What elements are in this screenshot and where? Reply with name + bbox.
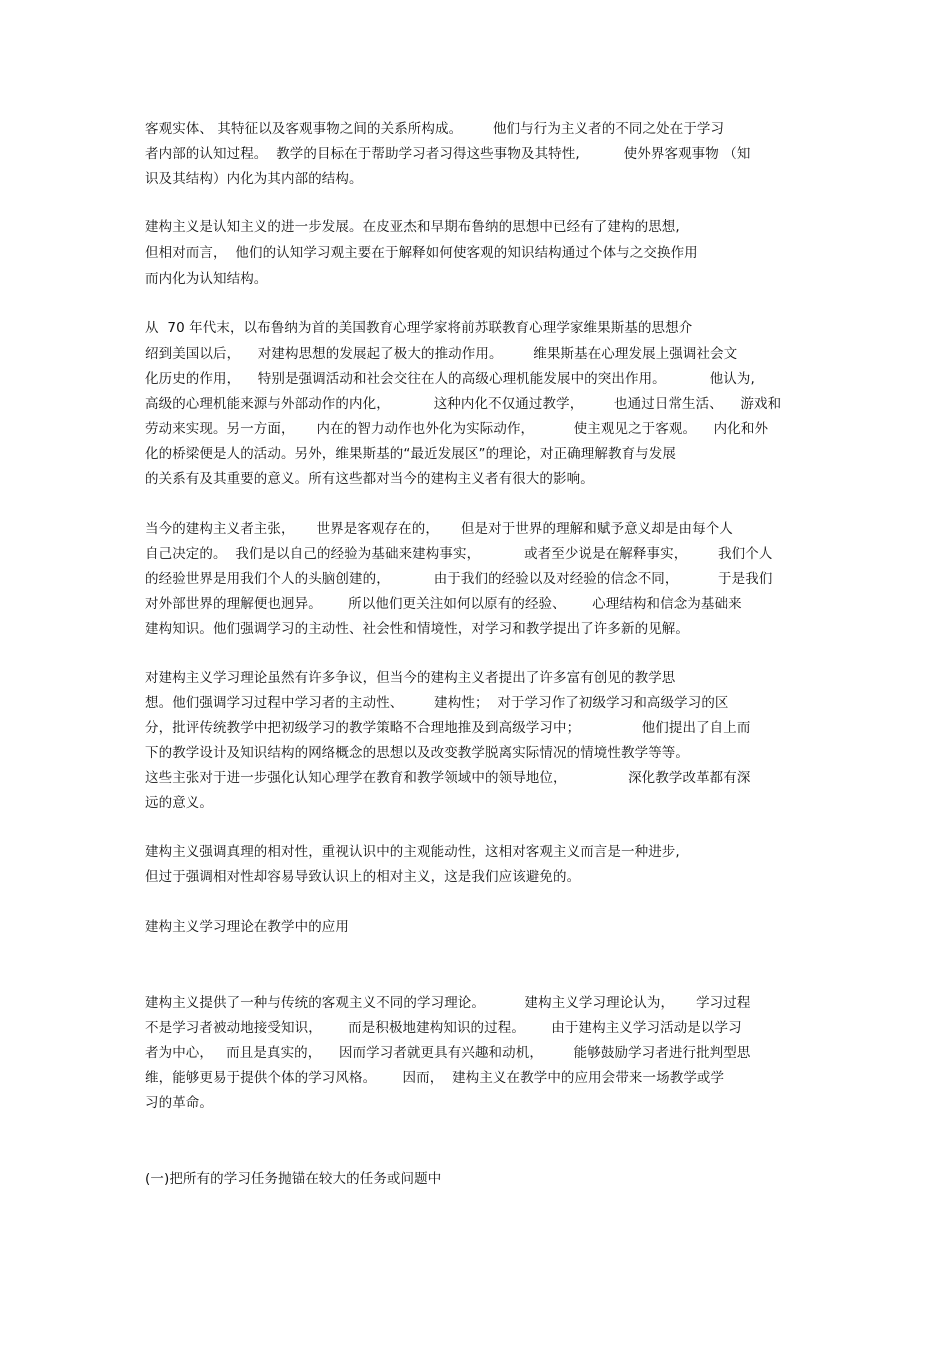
text-line: 想。他们强调学习过程中学习者的主动性、 建构性； 对于学习作了初级学习和高级学习的区 bbox=[145, 695, 729, 711]
text-line: 建构主义是认知主义的进一步发展。在皮亚杰和早期布鲁纳的思想中已经有了建构的思想, bbox=[145, 219, 680, 235]
text-line: 客观实体、 其特征以及客观事物之间的关系所构成。 他们与行为主义者的不同之处在于学习 bbox=[145, 121, 725, 137]
text-line: 分，批评传统教学中把初级学习的教学策略不合理地推及到高级学习中； 他们提出了自上而 bbox=[145, 720, 751, 736]
text-line: 下的教学设计及知识结构的网络概念的思想以及改变教学脱离实际情况的情境性教学等等。 bbox=[145, 745, 689, 761]
text-line: 维，能够更易于提供个体的学习风格。 因而， 建构主义在教学中的应用会带来一场教学或学 bbox=[145, 1070, 725, 1086]
text-line: 但过于强调相对性却容易导致认识上的相对主义，这是我们应该避免的。 bbox=[145, 869, 581, 885]
text-line: 建构主义强调真理的相对性，重视认识中的主观能动性，这相对客观主义而言是一种进步, bbox=[145, 844, 680, 860]
text-line: 远的意义。 bbox=[145, 795, 213, 811]
text-line: 高级的心理机能来源与外部动作的内化， 这种内化不仅通过教学， 也通过日常生活、 游戏和 bbox=[145, 396, 782, 412]
text-line: 化的桥梁便是人的活动。另外，维果斯基的“最近发展区”的理论，对正确理解教育与发展 bbox=[145, 446, 676, 462]
text-line: 的经验世界是用我们个人的头脑创建的， 由于我们的经验以及对经验的信念不同， 于是我们 bbox=[145, 571, 773, 587]
text-line: 建构主义提供了一种与传统的客观主义不同的学习理论。 建构主义学习理论认为， 学习过程 bbox=[145, 995, 751, 1011]
text-line: 绍到美国以后， 对建构思想的发展起了极大的推动作用。 维果斯基在心理发展上强调社会文 bbox=[145, 346, 738, 362]
text-line: 对外部世界的理解便也迥异。 所以他们更关注如何以原有的经验、 心理结构和信念为基础来 bbox=[145, 596, 742, 612]
text-line: 化历史的作用， 特别是强调活动和社会交往在人的高级心理机能发展中的突出作用。 他认为, bbox=[145, 371, 755, 387]
text-line: 的关系有及其重要的意义。所有这些都对当今的建构主义者有很大的影响。 bbox=[145, 471, 594, 487]
text-line: 而内化为认知结构。 bbox=[145, 271, 268, 287]
text-line: 者内部的认知过程。 教学的目标在于帮助学习者习得这些事物及其特性, 使外界客观事物 （知 bbox=[145, 146, 751, 162]
text-line: 对建构主义学习理论虽然有许多争议，但当今的建构主义者提出了许多富有创见的教学思 bbox=[145, 670, 676, 686]
subsection-heading: (一)把所有的学习任务抛锚在较大的任务或问题中 bbox=[145, 1171, 442, 1187]
text-line: 劳动来实现。另一方面， 内在的智力动作也外化为实际动作， 使主观见之于客观。 内化和外 bbox=[145, 421, 769, 437]
text-line: 自己决定的。 我们是以自己的经验为基础来建构事实， 或者至少说是在解释事实， 我们个人 bbox=[145, 546, 773, 562]
text-line: 识及其结构）内化为其内部的结构。 bbox=[145, 171, 363, 187]
text-line: 建构知识。他们强调学习的主动性、社会性和情境性，对学习和教学提出了许多新的见解。 bbox=[145, 621, 689, 637]
text-line: 者为中心， 而且是真实的， 因而学习者就更具有兴趣和动机， 能够鼓励学习者进行批判型思 bbox=[145, 1045, 751, 1061]
text-line: 这些主张对于进一步强化认知心理学在教育和教学领域中的领导地位， 深化教学改革都有深 bbox=[145, 770, 751, 786]
text-line: 不是学习者被动地接受知识， 而是积极地建构知识的过程。 由于建构主义学习活动是以学习 bbox=[145, 1020, 742, 1036]
section-heading: 建构主义学习理论在教学中的应用 bbox=[145, 919, 349, 935]
text-line: 当今的建构主义者主张， 世界是客观存在的， 但是对于世界的理解和赋予意义却是由每个人 bbox=[145, 521, 733, 537]
text-line: 习的革命。 bbox=[145, 1095, 213, 1111]
text-line: 从 70 年代末，以布鲁纳为首的美国教育心理学家将前苏联教育心理学家维果斯基的思想介 bbox=[145, 320, 693, 336]
text-line: 但相对而言， 他们的认知学习观主要在于解释如何使客观的知识结构通过个体与之交换作用 bbox=[145, 245, 698, 261]
